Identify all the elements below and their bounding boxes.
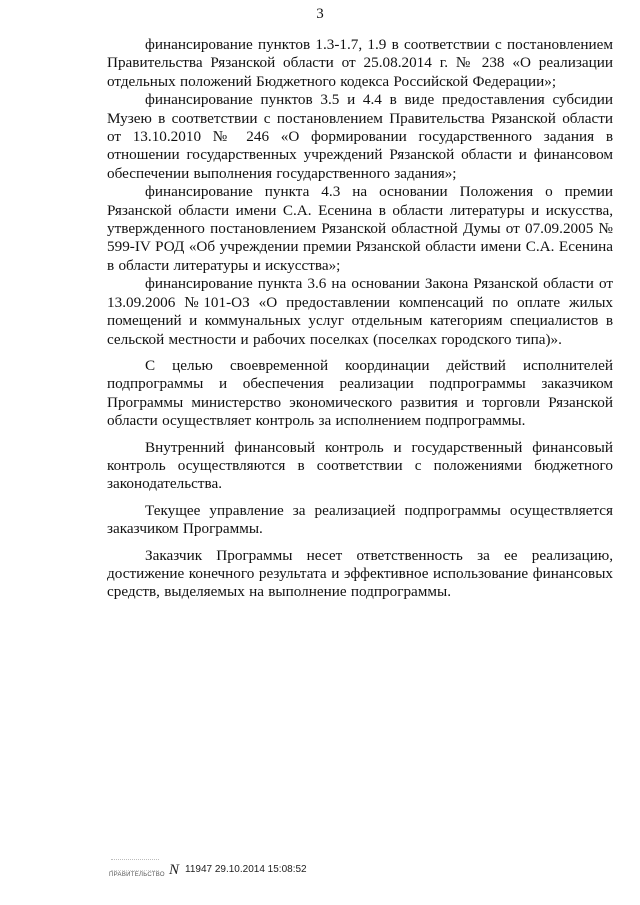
registration-mark: N [169, 862, 180, 878]
document-body [107, 36, 613, 610]
paragraph-funding-4: финансирование пункта 3.6 на основании Закона Рязанской области от 13.09.2006 №101-ОЗ «О предоставлении компенсаций по оплате жилых помещений и коммунальных услуг отдельным категориям специалистов в сельской местности и рабочих поселках (поселках городского типа)». [107, 275, 613, 348]
paragraph-funding-2: финансирование пунктов 3.5 и 4.4 в виде предоставления субсидии Музею в соответствии с постановлением Правительства Рязанской области от 13.10.2010 № 246 «О формировании государственного задания в отношении государственных учреждений Рязанской области и финансовом обеспечении выполнения государственного задания»; [107, 91, 613, 182]
paragraph-responsibility: Заказчик Программы несет ответственность за ее реализацию, достижение конечного результата и эффективное использование финансовых средств, выделяемых на выполнение подпрограммы. [107, 546, 613, 601]
paragraph-coordination: С целью своевременной координации действий исполнителей подпрограммы и обеспечения реализации подпрограммы заказчиком Программы министерство экономического развития и торговли Рязанской области осуществляет контроль за исполнением подпрограммы. [107, 356, 613, 430]
registration-footer [107, 862, 407, 884]
government-stamp-logo [107, 859, 165, 883]
paragraph-funding-1: финансирование пунктов 1.3-1.7, 1.9 в соответствии с постановлением Правительства Рязанской области от 25.08.2014 г. № 238 «О реализации отдельных положений Бюджетного кодекса Российской Федерации»; [107, 36, 613, 90]
stamp-caption: ПРАВИТЕЛЬСТВО [109, 872, 165, 878]
paragraph-internal-control: Внутренний финансовый контроль и государственный финансовый контроль осуществляются в соответствии с положениями бюджетного законодательства. [107, 438, 613, 493]
paragraph-current-management: Текущее управление за реализацией подпрограммы осуществляется заказчиком Программы. [107, 501, 613, 538]
paragraph-funding-3: финансирование пункта 4.3 на основании Положения о премии Рязанской области имени С.А. Есенина в области литературы и искусства, утвержденного постановлением Рязанской областной Думы от 07.09.2005 № 599-IV РОД «Об учреждении премии Рязанской области имени С.А. Есенина в области литературы и искусства»; [107, 183, 613, 274]
page-number: 3 [316, 6, 324, 22]
registration-number: 11947 29.10.2014 15:08:52 [185, 864, 307, 875]
